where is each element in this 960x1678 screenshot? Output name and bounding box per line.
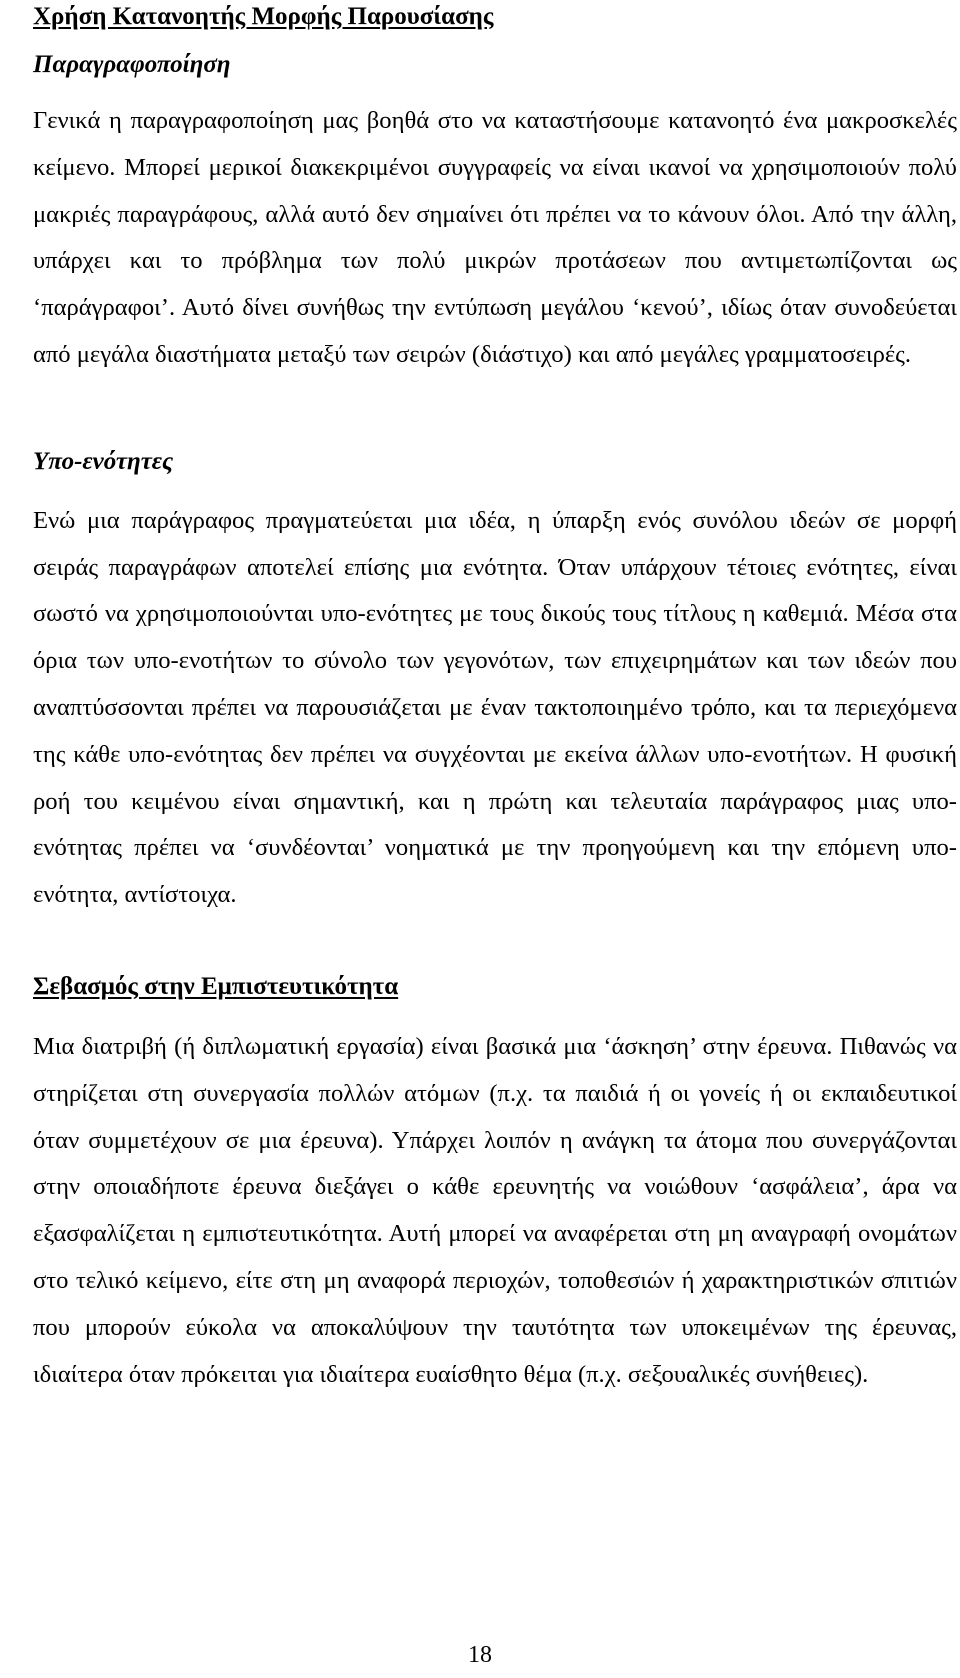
section-heading-paragraphing: Παραγραφοποίηση [33, 51, 231, 78]
paragraph-paragraphing: Γενικά η παραγραφοποίηση μας βοηθά στο να καταστήσουμε κατανοητό ένα μακροσκελές κείμενο. Μπορεί μερικοί διακεκριμένοι συγγραφείς να είναι ικανοί να χρησιμοποιούν πολύ μακριές παραγράφους, αλλά αυτό δεν σημαίνει ότι πρέπει να το κάνουν όλοι. Από την άλλη, υπάρχει και το πρόβλημα των πολύ μικρών προτάσεων που αντιμετωπίζονται ως ‘παράγραφοι’. Αυτό δίνει συνήθως την εντύπωση μεγάλου ‘κενού’, ιδίως όταν συνοδεύεται από μεγάλα διαστήματα μεταξύ των σειρών (διάστιχο) και από μεγάλες γραμματοσειρές. [33, 107, 957, 368]
page-number: 18 [468, 1642, 492, 1668]
paragraph-subsections: Ενώ μια παράγραφος πραγματεύεται μια ιδέα, η ύπαρξη ενός συνόλου ιδεών σε μορφή σειράς παραγράφων αποτελεί επίσης μια ενότητα. Όταν υπάρχουν τέτοιες ενότητες, είναι σωστό να χρησιμοποιούνται υπο-ενότητες με τους δικούς τους τίτλους η καθεμιά. Μέσα στα όρια των υπο-ενοτήτων το σύνολο των γεγονότων, των επιχειρημάτων και των ιδεών που αναπτύσσονται πρέπει να παρουσιάζεται με έναν τακτοποιημένο τρόπο, και τα περιεχόμενα της κάθε υπο-ενότητας δεν πρέπει να συγχέονται με εκείνα άλλων υπο-ενοτήτων. Η φυσική ροή του κειμένου είναι σημαντική, και η πρώτη και τελευταία παράγραφος μιας υπο-ενότητας πρέπει να ‘συνδέονται’ νοηματικά με την προηγούμενη και την επόμενη υπο-ενότητα, αντίστοιχα. [33, 506, 957, 909]
section-heading-subsections: Υπο-ενότητες [33, 447, 174, 475]
document-page [33, 0, 957, 1398]
paragraph-confidentiality: Μια διατριβή (ή διπλωματική εργασία) είναι βασικά μια ‘άσκηση’ στην έρευνα. Πιθανώς να στηρίζεται στη συνεργασία πολλών ατόμων (π.χ. τα παιδιά ή οι γονείς ή οι εκπαιδευτικοί όταν συμμετέχουν σε μια έρευνα). Υπάρχει λοιπόν η ανάγκη τα άτομα που συνεργάζονται στην οποιαδήποτε έρευνα διεξάγει ο κάθε ερευνητής να νοιώθουν ‘ασφάλεια’, άρα να εξασφαλίζεται η εμπιστευτικότητα. Αυτή μπορεί να αναφέρεται στη μη αναγραφή ονομάτων στο τελικό κείμενο, είτε στη μη αναφορά περιοχών, τοποθεσιών ή χαρακτηριστικών σπιτιών που μπορούν εύκολα να αποκαλύψουν την ταυτότητα των υποκειμένων της έρευνας, ιδιαίτερα όταν πρόκειται για ιδιαίτερα ευαίσθητο θέμα (π.χ. σεξουαλικές συνήθειες). [33, 1032, 957, 1388]
section-heading-confidentiality: Σεβασμός στην Εμπιστευτικότητα [33, 972, 399, 1000]
document-title: Χρήση Κατανοητής Μορφής Παρουσίασης [33, 3, 494, 30]
